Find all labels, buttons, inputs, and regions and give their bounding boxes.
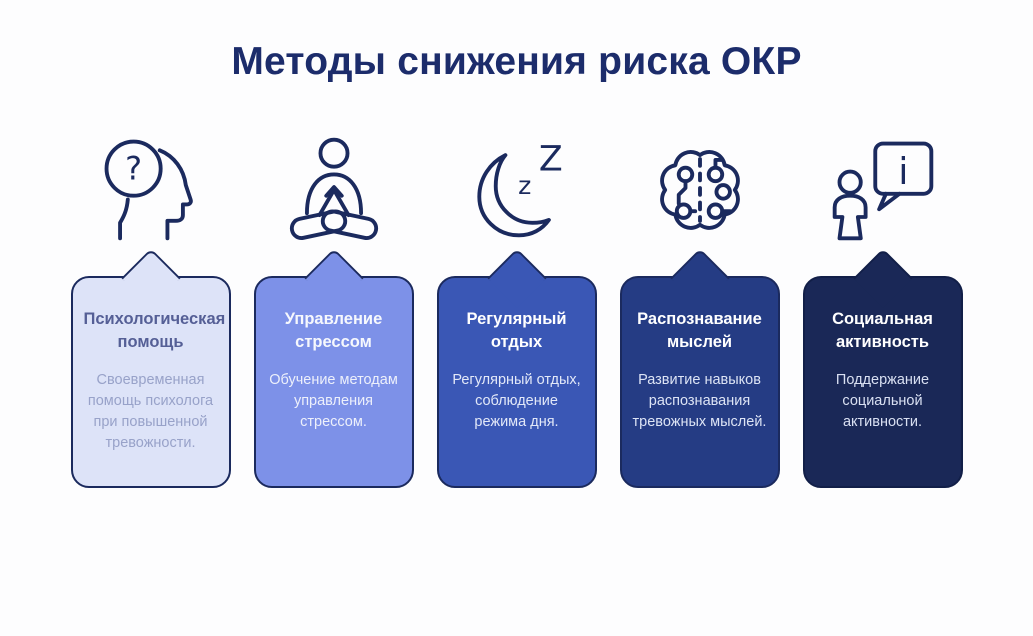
card-pointer [121, 248, 180, 307]
svg-text:i: i [897, 150, 908, 194]
svg-text:?: ? [124, 149, 142, 188]
head-question-icon [91, 128, 211, 248]
card-title: Регулярный отдых [466, 310, 567, 352]
method-card-thought-recognition [620, 276, 780, 488]
svg-text:z: z [517, 170, 531, 200]
brain-circuit-icon [640, 128, 760, 248]
person-info-icon [823, 128, 943, 248]
method-column-thought-recognition [618, 128, 782, 488]
card-description: Регулярный отдых, соблюдение режима дня. [452, 372, 581, 431]
method-column-social-activity [801, 128, 965, 488]
svg-text:Z: Z [538, 139, 563, 180]
method-card-stress-management [254, 276, 414, 488]
card-pointer [304, 248, 363, 307]
method-column-regular-rest [435, 128, 599, 488]
card-title: Психологическая помощь [83, 310, 226, 352]
method-card-regular-rest [437, 276, 597, 488]
card-description: Поддержание социальной активности. [835, 372, 930, 431]
card-pointer [853, 248, 912, 307]
icons-and-cards-row [0, 128, 1033, 488]
card-title: Социальная активность [832, 310, 933, 352]
infographic-canvas [0, 40, 1033, 636]
card-title: Распознавание мыслей [637, 310, 762, 352]
meditation-icon [274, 128, 394, 248]
sleep-moon-icon [457, 128, 577, 248]
card-title: Управление стрессом [284, 310, 383, 352]
page-title: Методы снижения риска ОКР [231, 40, 802, 83]
card-pointer [487, 248, 546, 307]
method-column-psychological-help [69, 128, 233, 488]
card-description: Развитие навыков распознавания тревожных мыслей. [632, 372, 767, 431]
card-description: Обучение методам управления стрессом. [269, 372, 398, 431]
method-card-social-activity [803, 276, 963, 488]
card-pointer [670, 248, 729, 307]
card-description: Своевременная помощь психолога при повышенной тревожности. [87, 372, 214, 452]
method-card-psychological-help [71, 276, 231, 488]
method-column-stress-management [252, 128, 416, 488]
